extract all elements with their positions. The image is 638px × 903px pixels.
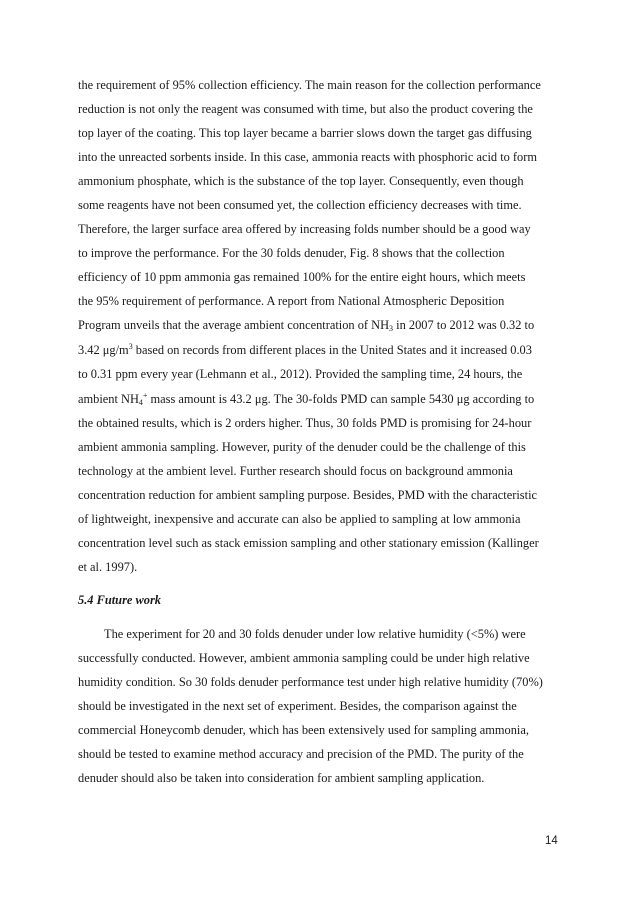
line-text: Program unveils that the average ambient concentration of NH <box>78 318 390 332</box>
paragraph-line: of lightweight, inexpensive and accurate can also be applied to sampling at low ammonia <box>78 512 521 526</box>
paragraph-line: to improve the performance. For the 30 folds denuder, Fig. 8 shows that the collection <box>78 246 505 260</box>
paragraph-line: should be investigated in the next set of experiment. Besides, the comparison against the <box>78 699 517 713</box>
paragraph-line: the 95% requirement of performance. A report from National Atmospheric Deposition <box>78 294 505 308</box>
paragraph-line: the requirement of 95% collection efficiency. The main reason for the collection performance <box>78 78 541 92</box>
paragraph-line: denuder should also be taken into consideration for ambient sampling application. <box>78 771 485 785</box>
page-number: 14 <box>545 835 558 847</box>
paragraph-line: to 0.31 ppm every year (Lehmann et al., 2012). Provided the sampling time, 24 hours, the <box>78 367 523 381</box>
paragraph-line: into the unreacted sorbents inside. In this case, ammonia reacts with phosphoric acid to form <box>78 150 538 164</box>
superscript: + <box>142 391 148 400</box>
section-heading: 5.4 Future work <box>78 593 161 607</box>
paragraph-line: successfully conducted. However, ambient ammonia sampling could be under high relative <box>78 651 530 665</box>
paragraph-line: Therefore, the larger surface area offered by increasing folds number should be a good way <box>78 222 531 236</box>
paragraph-line: humidity condition. So 30 folds denuder performance test under high relative humidity (70%) <box>78 675 543 689</box>
paragraph-line: ambient ammonia sampling. However, purity of the denuder could be the challenge of this <box>78 440 526 454</box>
paragraph-line <box>78 393 534 405</box>
subscript: 3 <box>389 324 394 333</box>
paragraph-line: concentration reduction for ambient sampling purpose. Besides, PMD with the characteristic <box>78 488 538 502</box>
paragraph-line: top layer of the coating. This top layer became a barrier slows down the target gas diffusing <box>78 126 532 140</box>
paragraph-line: the obtained results, which is 2 orders higher. Thus, 30 folds PMD is promising for 24-hour <box>78 416 532 430</box>
paragraph-line: technology at the ambient level. Further research should focus on background ammonia <box>78 464 513 478</box>
paragraph-line: ammonium phosphate, which is the substance of the top layer. Consequently, even though <box>78 174 524 188</box>
line-text: based on records from different places in the United States and it increased 0.03 <box>132 343 532 357</box>
paragraph-line: should be tested to examine method accuracy and precision of the PMD. The purity of the <box>78 747 524 761</box>
paragraph-line: concentration level such as stack emission sampling and other stationary emission (Kallinger <box>78 536 539 550</box>
paragraph-line: efficiency of 10 ppm ammonia gas remained 100% for the entire eight hours, which meets <box>78 270 526 284</box>
paragraph-line: reduction is not only the reagent was consumed with time, but also the product covering the <box>78 102 533 116</box>
paragraph-line <box>78 344 532 356</box>
paragraph-line <box>78 319 534 331</box>
paragraph-line: some reagents have not been consumed yet, the collection efficiency decreases with time. <box>78 198 522 212</box>
superscript: 3 <box>128 342 133 351</box>
subscript: 4 <box>138 398 143 407</box>
paragraph-line: The experiment for 20 and 30 folds denuder under low relative humidity (<5%) were <box>104 627 526 641</box>
line-text: in 2007 to 2012 was 0.32 to <box>393 318 535 332</box>
paragraph-line: commercial Honeycomb denuder, which has been extensively used for sampling ammonia, <box>78 723 529 737</box>
line-text: ambient NH <box>78 392 139 406</box>
line-text: mass amount is 43.2 μg. The 30-folds PMD can sample 5430 μg according to <box>147 392 535 406</box>
line-text: 3.42 μg/m <box>78 343 129 357</box>
paragraph-line: et al. 1997). <box>78 560 138 574</box>
